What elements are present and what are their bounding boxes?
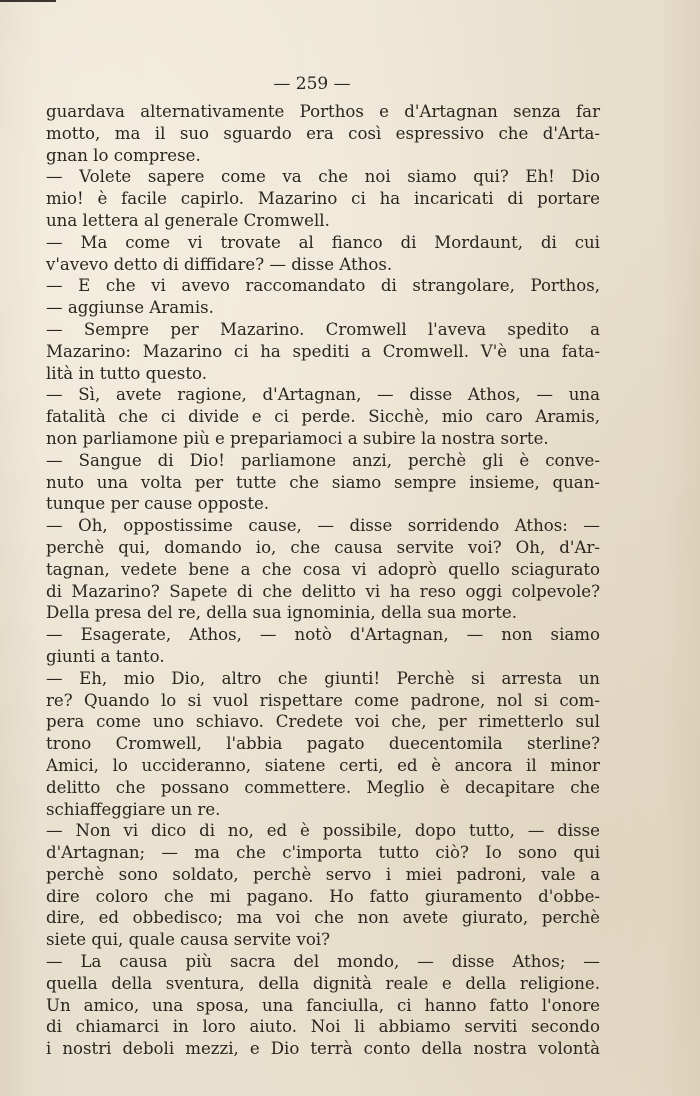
text-line: quella della sventura, della dignità reale e della religione. (46, 973, 600, 993)
text-line: perchè qui, domando io, che causa servite voi? Oh, d'Ar- (46, 537, 600, 557)
text-line: di Mazarino? Sapete di che delitto vi ha reso oggi colpevole? (46, 581, 600, 601)
text-line: mio! è facile capirlo. Mazarino ci ha incaricati di portare (46, 189, 600, 209)
top-edge-rule (0, 0, 56, 2)
text-line: — Oh, oppostissime cause, — disse sorridendo Athos: — (46, 516, 600, 536)
text-line: Amici, lo uccideranno, siatene certi, ed è ancora il minor (46, 755, 600, 775)
text-line: — Esagerate, Athos, — notò d'Artagnan, — non siamo (46, 625, 600, 645)
text-line: giunti a tanto. (46, 646, 165, 666)
text-line: — Sempre per Mazarino. Cromwell l'aveva spedito a (46, 319, 600, 339)
text-line: — Volete sapere come va che noi siamo qui? Eh! Dio (46, 167, 600, 187)
text-line: delitto che possano commettere. Meglio è decapitare che (46, 777, 600, 797)
text-line: guardava alternativamente Porthos e d'Artagnan senza far (46, 102, 600, 121)
text-line: fatalità che ci divide e ci perde. Sicchè, mio caro Aramis, (46, 407, 600, 427)
text-line: nuto una volta per tutte che siamo sempre insieme, quan- (46, 472, 600, 492)
text-line: perchè sono soldato, perchè servo i miei padroni, vale a (46, 864, 600, 884)
text-line: Della presa del re, della sua ignominia, della sua morte. (46, 603, 517, 623)
text-line: pera come uno schiavo. Credete voi che, per rimetterlo sul (46, 712, 600, 732)
text-line: — aggiunse Aramis. (46, 298, 214, 318)
text-line: lità in tutto questo. (46, 363, 207, 383)
text-line: — Eh, mio Dio, altro che giunti! Perchè si arresta un (46, 668, 600, 688)
text-line: — Sì, avete ragione, d'Artagnan, — disse Athos, — una (46, 385, 600, 405)
text-line: tagnan, vedete bene a che cosa vi adoprò quello sciagurato (46, 559, 600, 579)
text-line: tunque per cause opposte. (46, 494, 270, 514)
text-line: d'Artagnan; — ma che c'importa tutto ciò? Io sono qui (46, 843, 600, 863)
text-line: i nostri deboli mezzi, e Dio terrà conto della nostra volontà (46, 1039, 600, 1059)
text-line: — E che vi avevo raccomandato di strangolare, Porthos, (46, 276, 600, 296)
page-number: — 259 — (273, 74, 351, 94)
text-line: dire, ed obbedisco; ma voi che non avete giurato, perchè (46, 908, 600, 928)
text-line: motto, ma il suo sguardo era così espressivo che d'Arta- (46, 123, 600, 143)
text-line: Un amico, una sposa, una fanciulla, ci hanno fatto l'onore (46, 995, 600, 1015)
text-line: di chiamarci in loro aiuto. Noi li abbiamo serviti secondo (46, 1017, 600, 1037)
text-line: schiaffeggiare un re. (46, 799, 221, 819)
text-line: non parliamone più e prepariamoci a subire la nostra sorte. (46, 428, 549, 448)
text-line: re? Quando lo si vuol rispettare come padrone, nol si com- (46, 690, 600, 710)
text-line: siete qui, quale causa servite voi? (46, 930, 331, 950)
text-line: trono Cromwell, l'abbia pagato duecentomila sterline? (46, 734, 600, 754)
text-line: — La causa più sacra del mondo, — disse Athos; — (46, 952, 600, 972)
text-line: una lettera al generale Cromwell. (46, 210, 330, 230)
body-text (46, 101, 600, 1060)
text-line: — Non vi dico di no, ed è possibile, dopo tutto, — disse (46, 821, 600, 841)
text-line: Mazarino: Mazarino ci ha spediti a Cromwell. V'è una fata- (46, 341, 600, 361)
text-line: — Sangue di Dio! parliamone anzi, perchè gli è conve- (46, 450, 600, 470)
text-line: v'avevo detto di diffidare? — disse Athos. (46, 254, 393, 274)
text-line: gnan lo comprese. (46, 145, 201, 165)
text-line: dire coloro che mi pagano. Ho fatto giuramento d'obbe- (46, 886, 600, 906)
text-line: — Ma come vi trovate al fianco di Mordaunt, di cui (46, 232, 600, 252)
